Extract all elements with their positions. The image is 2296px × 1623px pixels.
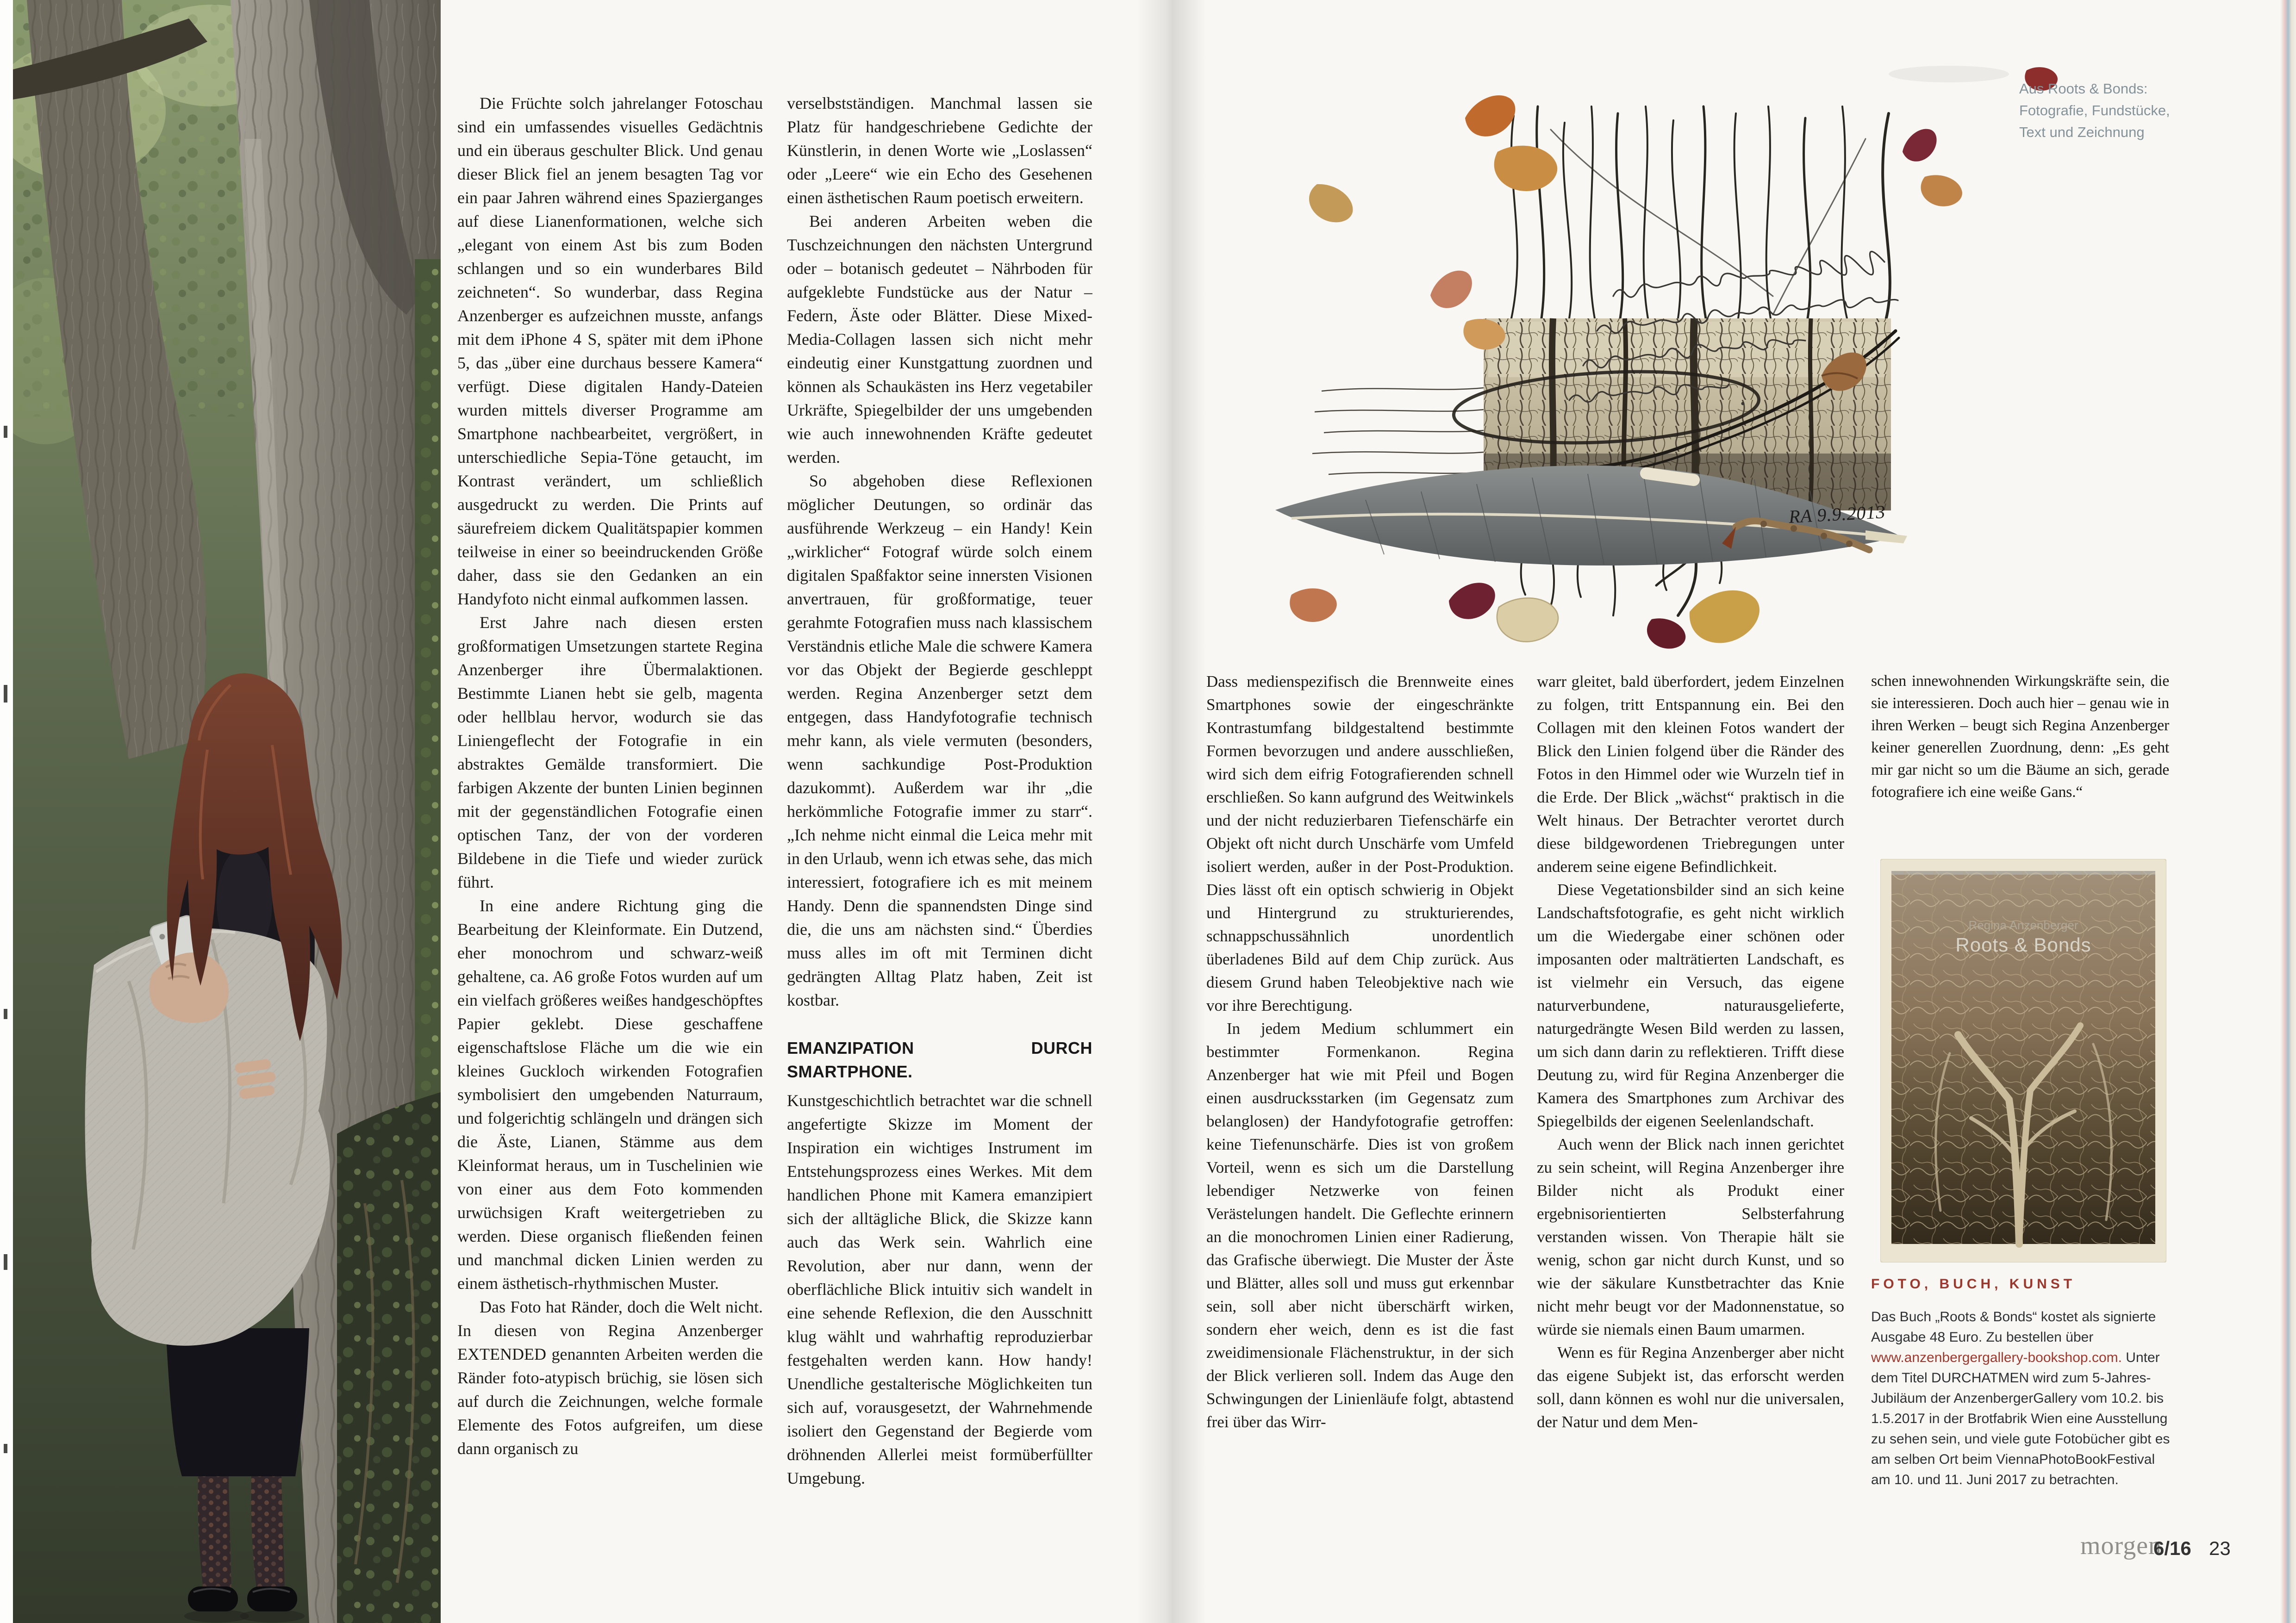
sidebar-heading: FOTO, BUCH, KUNST bbox=[1871, 1276, 2076, 1292]
article-column-2 bbox=[787, 92, 1092, 1549]
paragraph: In eine andere Richtung ging die Bearbeitung der Kleinformate. Ein Dutzend, eher monochrom und schwarz-weiß gehaltene, ca. A6 große Fotos wurden auf um ein vielfach größeres weißes handgeschöpftes Papier geklebt. Diese geschaffene eigenschaftslose Fläche um die wie ein kleines Guckloch wirkenden Fotografien symbolisiert den umgebenden Naturraum, und folgerichtig schlängeln und drängen sich die Äste, Lianen, Stämme aus dem Kleinformat heraus, um in Tuschelinien wie von einer aus dem Foto kommenden urwüchsigen Kraft weitergetrieben zu werden. Diese organisch fließenden feinen und manchmal dicken Linien werden zu einem ästhetisch-rhythmischen Muster. bbox=[457, 896, 763, 1293]
book-cover-title: Roots & Bonds bbox=[1955, 934, 2091, 956]
article-column-3 bbox=[1206, 670, 1514, 1510]
undergrowth bbox=[337, 1092, 441, 1623]
ink-drawing-lines bbox=[1511, 106, 1890, 326]
paragraph: Diese Vegetationsbilder sind an sich keine Landschaftsfotografie, es geht nicht wirklich um die Wiedergabe einer schönen oder imposanten oder malträtierten Landschaft, es ist vielmehr ein Versuch, das eigene naturverbundene, naturausgelieferte, naturgedrängte Wesen Bild werden zu lassen, um sich dann darin zu reflektieren. Trifft diese Deutung zu, wird für Regina Anzenberger die Kamera des Smartphones zum Archivar des Spiegelbilds der eigenen Seelenlandschaft. bbox=[1537, 881, 1844, 1130]
paragraph: Die Früchte solch jahrelanger Fotoschau sind ein umfassendes visuelles Gedächtnis und ein überaus geschulter Blick. Und genau dieser Blick fiel an jenem besagten Tag vor ein paar Jahren während eines Spazierganges auf diese Lianenformationen, welche sich „elegant von einem Ast bis zum Boden schlangen und so ein wunderbares Bild zeichneten“. So wunderbar, dass Regina Anzenberger es aufzeichnen musste, anfangs mit dem iPhone 4 S, später mit dem iPhone 5, das „über eine durchaus bessere Kamera“ verfügt. Diese digitalen Handy-Dateien wurden mittels diverser Programme am Smartphone nachbearbeitet, vergrößert, in unterschiedliche Sepia-Töne getaucht, im Kontrast verändert, um schließlich ausgedruckt zu werden. Die Prints auf säurefreiem dickem Qualitätspapier kommen teilweise in einer so beeindruckenden Größe daher, dass sie den Gedanken an ein Handyfoto nicht einmal aufkommen lassen. bbox=[457, 94, 763, 608]
page-gutter bbox=[1136, 0, 1206, 1623]
page-edge bbox=[2280, 0, 2296, 1623]
sidebar-text-after: Unter dem Titel DURCHATMEN wird zum 5-Jahres-Jubiläum der AnzenbergerGallery vom 10.2. bis 1.5.2017 in der Brotfabrik Wien eine Ausstellung zu sehen sein, und viele gute Fotobücher gibt es am selben Ort beim ViennaPhotoBookFestival am 10. und 11. Juni 2017 zu betrachten. bbox=[1871, 1350, 2170, 1487]
book-cover bbox=[1880, 859, 2166, 1262]
portrait-photo bbox=[13, 0, 441, 1623]
page-number: 23 bbox=[2209, 1537, 2231, 1559]
magazine-name: morgen bbox=[2080, 1531, 2162, 1560]
scan-margin bbox=[0, 0, 14, 1623]
book-cover-author: Regina Anzenberger bbox=[1968, 918, 2078, 932]
paragraph: In jedem Medium schlummert ein bestimmter Formenkanon. Regina Anzenberger hat wie mit Pfeil und Bogen einen ausdrucksstarken (im Gegensatz zum belanglosen) der Handyfotografie getroffen: keine Tiefenunschärfe. Dies ist von großem Vorteil, wenn es sich um die Darstellung lebendiger Netzwerke von feinen Verästelungen handelt. Die Geflechte erinnern an die monochromen Linien einer Radierung, das Grafische überwiegt. Die Muster der Äste und Blätter, alles soll und muss gut erkennbar sein, soll aber nicht überschärft wirken, sondern eher weich, denn es ist die fast zweidimensionale Flächenstruktur, in der sich der Blick verlieren soll. Indem das Auge den Schwingungen der Linienläufe folgt, abtastend frei über das Wirr- bbox=[1206, 1020, 1514, 1431]
bookshop-link: www.anzenbergergallery-bookshop.com. bbox=[1871, 1350, 2122, 1365]
paragraph: verselbstständigen. Manchmal lassen sie Platz für handgeschriebene Gedichte der Künstlerin, in denen Worte wie „Loslassen“ oder „Leere“ wie ein Echo des Gesehenen einen ästhetischen Raum poetisch erweitern. bbox=[787, 94, 1092, 207]
paragraph: Kunstgeschichtlich betrachtet war die schnell angefertigte Skizze im Moment der Inspiration ein wichtiges Instrument im Entstehungsprozess eines Werkes. Mit dem handlichen Phone mit Kamera emanzipiert sich der alltägliche Blick, die Skizze kann auch das Werk sein. Wahrlich eine Revolution, aber nur dann, wenn der oberflächliche Blick intuitiv sich wandelt in eine sehende Reflexion, die den Ausschnitt klug wählt und wahrhaftig reproduzierbar festgehalten werden kann. How handy! Unendliche gestalterische Möglichkeiten tun sich auf, vorausgesetzt, der Wahrnehmende isoliert den Gegenstand der Begierde vom dröhnenden Allerlei meist formüberfüllter Umgebung. bbox=[787, 1091, 1092, 1487]
paragraph: Erst Jahre nach diesen ersten großformatigen Umsetzungen startete Regina Anzenberger ihre Übermalaktionen. Bestimmte Lianen hebt sie gelb, magenta oder hellblau hervor, wodurch sie das Liniengeflecht der Fotografie in ein abstraktes Gemälde transformiert. Die farbigen Akzente der bunten Linien beginnen mit der gegenständlichen Fotografie einen optischen Tanz, der von der vorderen Bildebene in die Tiefe und wieder zurück führt. bbox=[457, 613, 763, 891]
article-column-1 bbox=[457, 92, 763, 1545]
paragraph: schen innewohnenden Wirkungskräfte sein, die sie interessieren. Doch auch hier – genau wie in ihren Werken – beugt sich Regina Anzenberger keiner generellen Zuordnung, denn: „Es geht mir gar nicht so um die Bäume an sich, gerade fotografiere ich eine weiße Gans.“ bbox=[1871, 672, 2169, 801]
black-skirt bbox=[166, 1328, 309, 1476]
paragraph: Das Foto hat Ränder, doch die Welt nicht. In diesen von Regina Anzenberger EXTENDED genannten Arbeiten werden die Ränder foto-atypisch brüchig, sie lösen sich auf durch die Zeichnungen, welche formale Elemente des Fotos aufgreifen, um diese dann organisch zu bbox=[457, 1298, 763, 1458]
article-column-4 bbox=[1537, 670, 1844, 1510]
paragraph: So abgehoben diese Reflexionen möglicher Deutungen, so ordinär das ausführende Werkzeug – ein Handy! Kein „wirklicher“ Fotograf würde solch einem digitalen Spaßfaktor seine innersten Visionen anvertrauen, für großformatige, teuer gerahmte Fotografien muss nach klassischem Verständnis etliche Male die schwere Kamera vor das Objekt der Begierde geschleppt werden. Regina Anzenberger setzt dem entgegen, dass Handyfotografie technisch mehr kann, als viele vermuten (besonders, wenn sachkundige Post-Produktion dazukommt). Außerdem war ihr „die herkömmliche Fotografie immer zu starr“. „Ich nehme nicht einmal die Leica mehr mit in den Urlaub, wenn ich etwas sehe, das mich interessiert, fotografiere ich es mit meinem Handy. Denn die spannendsten Dinge sind die, die uns am nächsten sind.“ Überdies muss alles im oft mit Terminen dicht gedrängten Alltag Platz haben, Zeit ist kostbar. bbox=[787, 472, 1092, 1009]
paragraph: Wenn es für Regina Anzenberger aber nicht das eigene Subjekt ist, das erforscht werden soll, dann können es wohl nur die universalen, der Natur und dem Men- bbox=[1537, 1343, 1844, 1431]
sidebar-text-before: Das Buch „Roots & Bonds“ kostet als signierte Ausgabe 48 Euro. Zu bestellen über bbox=[1871, 1309, 2156, 1345]
paragraph: Auch wenn der Blick nach innen gerichtet zu sein scheint, will Regina Anzenberger ihre Bilder nicht als Produkt einer ergebnisorientierten Selbsterfahrung verstanden wissen. Von Therapie hält sie wenig, schon gar nicht durch Kunst, und so wie der säkulare Kunstbetrachter das Knie nicht mehr beugt vor der Madonnenstatue, so würde sie niemals einen Baum umarmen. bbox=[1537, 1135, 1844, 1338]
paragraph: Bei anderen Arbeiten weben die Tuschzeichnungen den nächsten Untergrund oder – botanisch gedeutet – Nährboden für aufgeklebte Fundstücke aus der Natur – Federn, Äste oder Blätter. Diese Mixed-Media-Collagen lassen sich nicht mehr eindeutig einer Kunstgattung zuordnen und können als Schaukästen ins Herz vegetabiler Urkräfte, Spiegelbilder der uns umgebenden wie auch innewohnenden Kräfte gedeutet werden. bbox=[787, 212, 1092, 466]
article-column-5 bbox=[1871, 670, 2169, 841]
artwork-collage bbox=[1227, 37, 2060, 676]
paragraph: warr gleitet, bald überfordert, jedem Einzelnen zu folgen, tritt Entspannung ein. Bei den Collagen mit den kleinen Fotos wandert der Blick den Linien folgend über die Ränder des Fotos in den Himmel oder wie Wurzeln tief in die Erde. Der Blick „wächst“ praktisch in die Welt hinaus. Der Betrachter verortet durch diese bildgewordenen Triebregungen unter anderem seine eigene Befindlichkeit. bbox=[1537, 672, 1844, 876]
sidebar-text bbox=[1871, 1307, 2175, 1490]
paragraph: Dass medienspezifisch die Brennweite eines Smartphones sowie der eingeschränkte Kontrastumfang bildgestaltend bestimmte Formen bevorzugen und andere ausschließen, wird sich dem eifrig Fotografierenden schnell erschließen. So kann aufgrund des Weitwinkels und der nicht reduzierbaren Tiefenschärfe ein Objekt oft nicht durch Unschärfe vom Umfeld isoliert werden, außer in der Post-Produktion. Dies lässt oft ein optisch schwierig in Objekt und Hintergrund zu strukturierendes, schnappschussähnlich unordentlich überladenes Bild auf dem Chip zurück. Aus diesem Grund haben Teleobjektive nach wie vor ihre Berechtigung. bbox=[1206, 672, 1514, 1014]
section-subhead: EMANZIPATION DURCH SMARTPHONE. bbox=[787, 1038, 1092, 1081]
hand-fingers bbox=[234, 1058, 276, 1100]
issue-number: 6/16 bbox=[2153, 1537, 2191, 1559]
artwork-signature: RA 9.9.2013 bbox=[1788, 501, 1886, 527]
artwork-caption: Aus Roots & Bonds: Fotografie, Fundstücke, Text und Zeichnung bbox=[2019, 81, 2170, 140]
